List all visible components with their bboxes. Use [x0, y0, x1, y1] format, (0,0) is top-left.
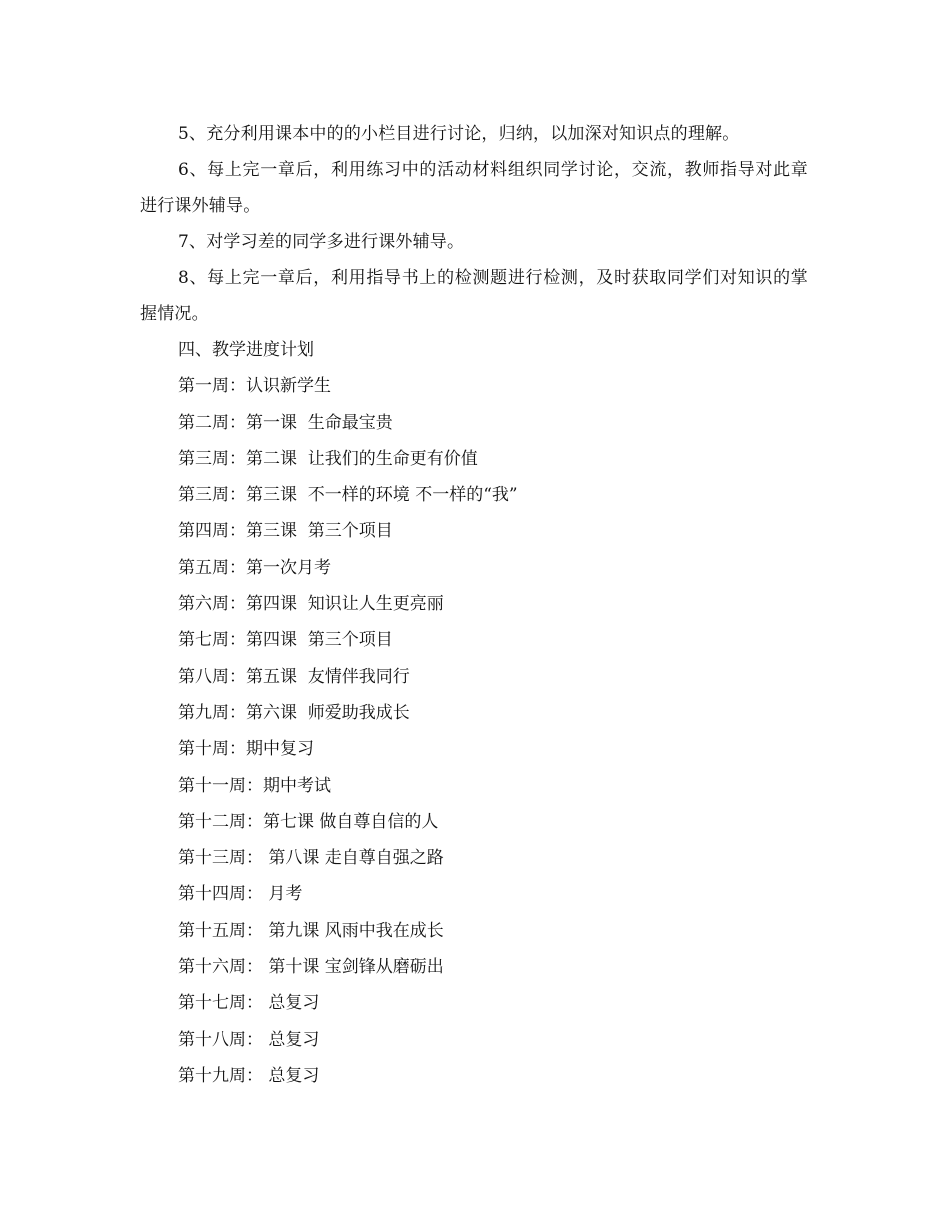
- schedule-week-17: 第十七周： 总复习: [178, 993, 320, 1014]
- schedule-week-13: 第十三周： 第八课 走自尊自强之路: [178, 848, 444, 869]
- schedule-list: [140, 368, 808, 1094]
- schedule-week-19: 第十九周： 总复习: [178, 1065, 320, 1086]
- schedule-week-5: 第五周：第一次月考: [178, 557, 331, 578]
- schedule-heading: 四、教学进度计划: [178, 340, 314, 360]
- schedule-week-8: 第八周：第五课 友情伴我同行: [178, 666, 410, 687]
- schedule-week-11: 第十一周：期中考试: [178, 775, 331, 796]
- schedule-week-2: 第二周：第一课 生命最宝贵: [178, 412, 393, 433]
- schedule-week-16: 第十六周： 第十课 宝剑锋从磨砺出: [178, 957, 444, 978]
- schedule-week-3a: 第三周：第二课 让我们的生命更有价值: [178, 448, 478, 469]
- schedule-week-7: 第七周：第四课 第三个项目: [178, 630, 393, 651]
- schedule-week-14: 第十四周： 月考: [178, 884, 303, 905]
- schedule-week-6: 第六周：第四课 知识让人生更亮丽: [178, 594, 444, 615]
- schedule-week-12: 第十二周：第七课 做自尊自信的人: [178, 811, 439, 832]
- paragraph-7: 7、对学习差的同学多进行课外辅导。: [178, 232, 465, 252]
- schedule-week-1: 第一周：认识新学生: [178, 376, 331, 397]
- schedule-week-10: 第十周：期中复习: [178, 739, 314, 760]
- schedule-week-18: 第十八周： 总复习: [178, 1029, 320, 1050]
- paragraph-8: 8、每上完一章后，利用指导书上的检测题进行检测，及时获取同学们对知识的掌握情况。: [140, 268, 808, 324]
- schedule-week-9: 第九周：第六课 师爱助我成长: [178, 702, 410, 723]
- paragraph-5: 5、充分利用课本中的的小栏目进行讨论，归纳，以加深对知识点的理解。: [178, 124, 740, 144]
- schedule-week-15: 第十五周： 第九课 风雨中我在成长: [178, 920, 444, 941]
- document-body: [140, 116, 808, 1094]
- paragraph-6: 6、每上完一章后，利用练习中的活动材料组织同学讨论，交流，教师指导对此章进行课外辅导。: [140, 160, 808, 216]
- schedule-week-3b: 第三周：第三课 不一样的环境 不一样的“我”: [178, 485, 518, 506]
- schedule-week-4: 第四周：第三课 第三个项目: [178, 521, 393, 542]
